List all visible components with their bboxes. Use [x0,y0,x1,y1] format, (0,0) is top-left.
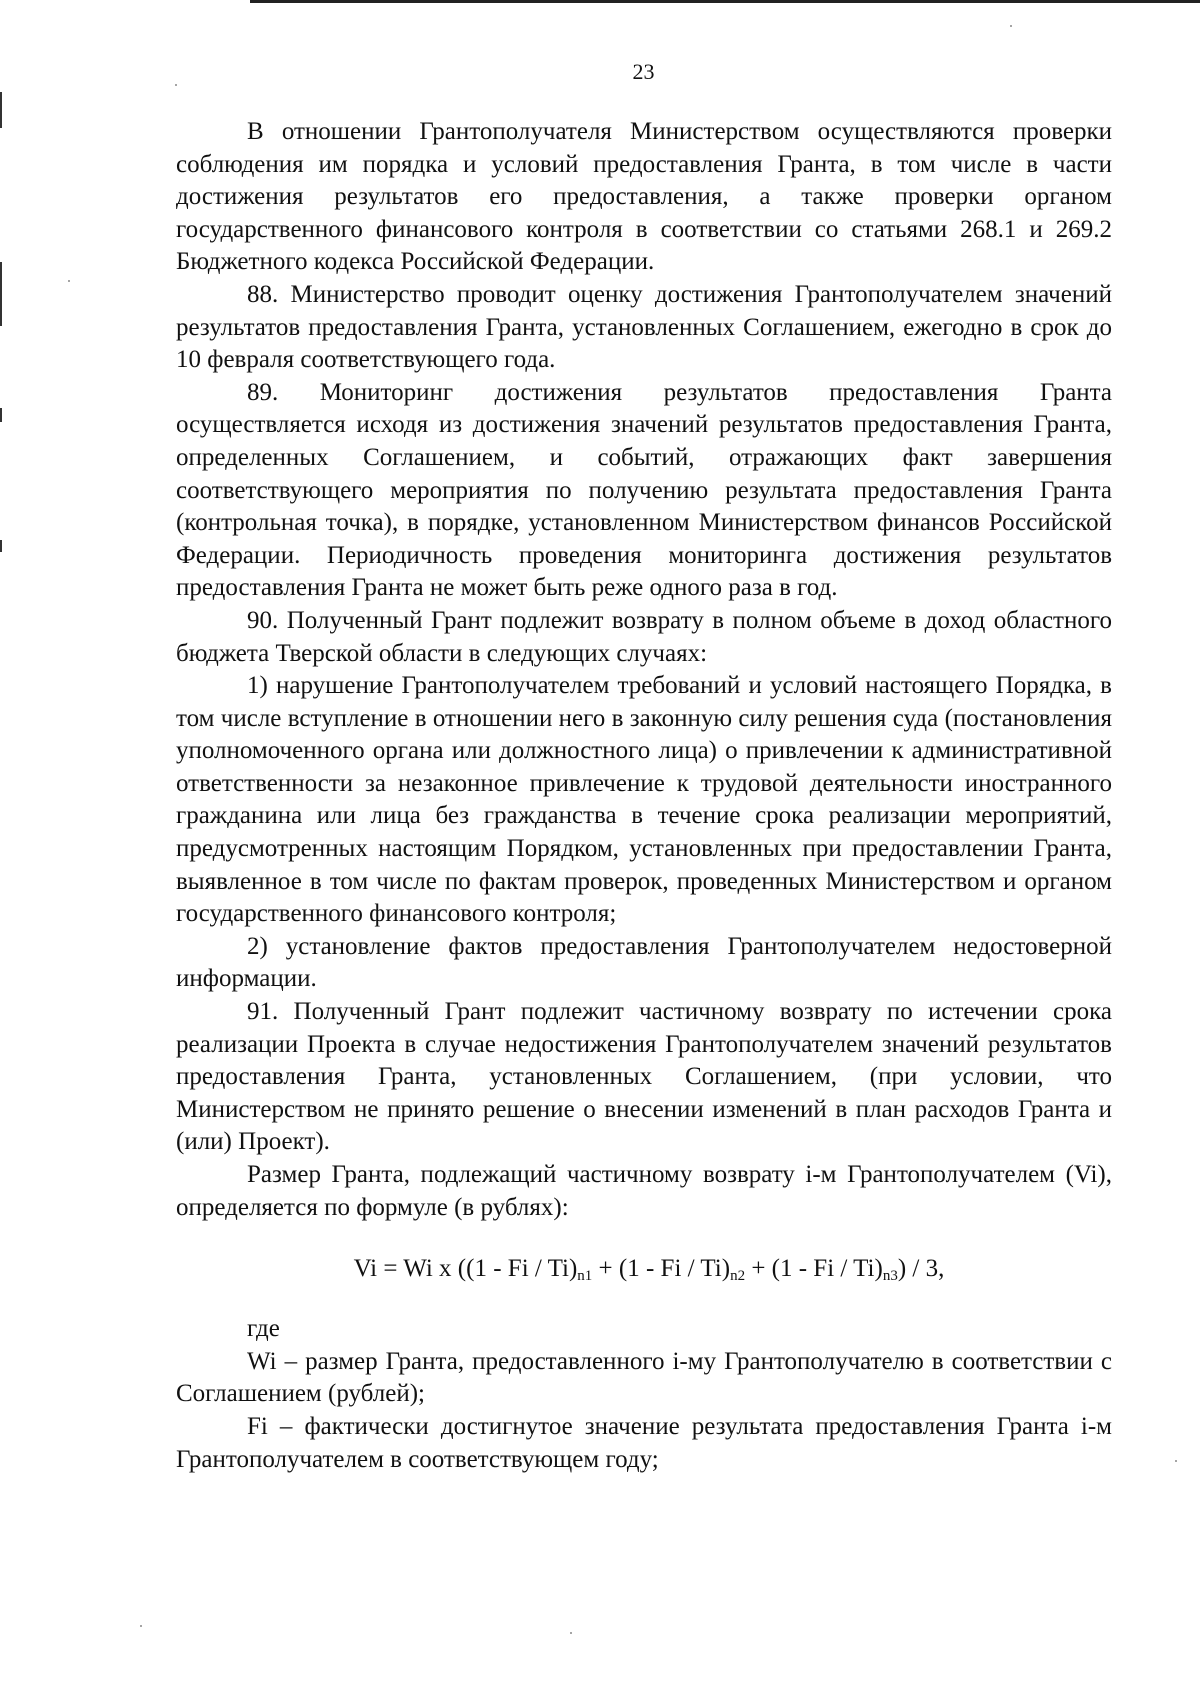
scan-speck [140,1625,142,1627]
paragraph-refund-size: Размер Гранта, подлежащий частичному возврату i-м Грантополучателем (Vi), определяется по формуле (в рублях): [176,1161,1112,1221]
definition-wi: Wi – размер Гранта, предоставленного i-му Грантополучателю в соответствии с Соглашением (рублей); [176,1347,1112,1408]
scan-speck [68,280,70,282]
paragraph-89: 89. Мониторинг достижения результатов предоставления Гранта осуществляется исходя из достижения значений результатов предоставления Гранта, определенных Соглашением, и событий, отражающих факт завершения соответствующего мероприятия по получению результата предоставления Гранта (контрольная точка), в порядке, установленном Министерством финансов Российской Федерации. Периодичность проведения мониторинга достижения результатов предоставления Гранта не может быть реже одного раза в год. [176,378,1112,602]
paragraph-inspection: В отношении Грантополучателя Министерством осуществляются проверки соблюдения им порядка и условий предоставления Гранта, в том числе в части достижения результатов его предоставления, а также проверки органом государственного финансового контроля в соответствии со статьями 268.1 и 269.2 Бюджетного кодекса Российской Федерации. [176,118,1112,276]
scan-left-mark [0,408,2,422]
definition-fi: Fi – фактически достигнутое значение результата предоставления Гранта i-м Грантополучателем в соответствующем году; [176,1412,1112,1473]
refund-formula [176,1252,1112,1286]
paragraph-90: 90. Полученный Грант подлежит возврату в полном объеме в доход областного бюджета Тверской области в следующих случаях: [176,606,1112,667]
paragraph-91: 91. Полученный Грант подлежит частичному возврату по истечении срока реализации Проекта в случае недостижения Грантополучателем значений результатов предоставления Гранта, установленных Соглашением, (при условии, что Министерством не принято решение о внесении изменений в план расходов Гранта и (или) Проект). [176,998,1112,1156]
scan-speck [570,1632,572,1634]
where-label: где [247,1315,280,1343]
page-number: 23 [632,59,655,84]
formula-part: Vi = Wi x ((1 - Fi / Ti) [353,1255,578,1283]
paragraph-90-item-2: 2) установление фактов предоставления Грантополучателем недостоверной информации. [176,932,1112,993]
paragraph-90-item-1: 1) нарушение Грантополучателем требований и условий настоящего Порядка, в том числе вступление в отношении него в законную силу решения суда (постановления уполномоченного органа или должностного лица) о привлечении к административной ответственности за незаконное привлечение к трудовой деятельности иностранного гражданина или лица без гражданства в течение срока реализации мероприятий, предусмотренных настоящим Порядком, установленных при предоставлении Гранта, выявленное в том числе по фактам проверок, проведенных Министерством и органом государственного финансового контроля; [176,672,1112,928]
scan-speck [1175,1460,1177,1462]
formula-part: ) / 3, [897,1255,945,1283]
formula-part: + (1 - Fi / Ti) [592,1255,731,1283]
formula-subscript: n2 [730,1268,746,1285]
scan-left-mark [0,92,2,128]
scan-speck [1010,25,1012,27]
scan-top-edge [250,0,1200,3]
formula-subscript: n1 [577,1268,593,1285]
formula-subscript: n3 [882,1268,898,1285]
scan-left-mark [0,540,2,552]
scan-left-mark [0,262,2,326]
paragraph-88: 88. Министерство проводит оценку достижения Грантополучателем значений результатов предоставления Гранта, установленных Соглашением, ежегодно в срок до 10 февраля соответствующего года. [176,280,1112,374]
document-body [176,116,1112,1476]
formula-part: + (1 - Fi / Ti) [745,1255,883,1283]
